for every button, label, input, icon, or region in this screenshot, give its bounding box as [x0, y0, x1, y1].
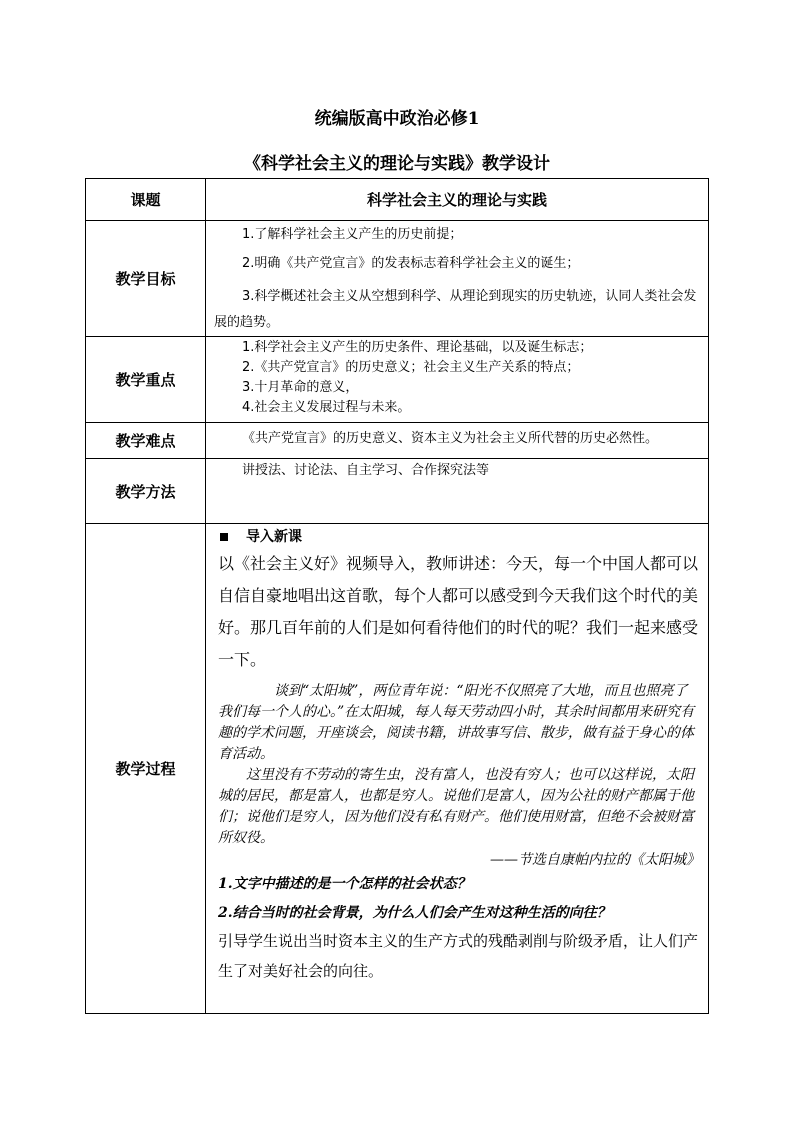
guidance-paragraph: 引导学生说出当时资本主义的生产方式的残酷剥削与阶级矛盾，让人们产生了对美好社会的向往。 [218, 932, 699, 980]
key-point-item: 4.社会主义发展过程与未来。 [242, 400, 411, 415]
topic-value: 科学社会主义的理论与实践 [206, 179, 709, 221]
key-point-item: 1.科学社会主义产生的历史条件、理论基础，以及诞生标志； [242, 340, 593, 355]
difficulties-content [206, 423, 709, 459]
label-topic: 课题 [86, 179, 206, 221]
objective-item: 1.了解科学社会主义产生的历史前提； [242, 227, 463, 242]
question-2: 2.结合当时的社会背景，为什么人们会产生对这种生活的向往？ [218, 905, 611, 921]
quote-source: ——节选自康帕内拉的《太阳城》 [490, 852, 700, 868]
label-methods: 教学方法 [86, 459, 206, 524]
objective-item: 3.科学概述社会主义从空想到科学、从理论到现实的历史轨迹，认同人类社会发展的趋势。 [214, 289, 697, 330]
lesson-plan-table [85, 178, 709, 1014]
square-bullet-icon [220, 533, 228, 541]
key-point-item: 2.《共产党宣言》的历史意义；社会主义生产关系的特点； [242, 360, 580, 375]
difficulties-text: 《共产党宣言》的历史意义、资本主义为社会主义所代替的历史必然性。 [242, 431, 659, 446]
label-process: 教学过程 [86, 524, 206, 1014]
methods-text: 讲授法、讨论法、自主学习、合作探究法等 [242, 463, 490, 478]
question-1: 1.文字中描述的是一个怎样的社会状态？ [218, 876, 471, 892]
document-title: 统编版高中政治必修1 [314, 109, 480, 129]
label-key-points: 教学重点 [86, 337, 206, 423]
row-process [86, 524, 709, 1014]
intro-paragraph: 以《社会主义好》视频导入，教师讲述：今天，每一个中国人都可以自信自豪地唱出这首歌，每个人都可以感受到今天我们这个时代的美好。那几百年前的人们是如何看待他们的时代的呢？我们一起来感受一下。 [218, 554, 699, 669]
process-content [206, 524, 709, 1014]
row-objectives [86, 221, 709, 337]
key-points-content [206, 337, 709, 423]
section-heading-text: 导入新课 [246, 529, 302, 545]
label-difficulties: 教学难点 [86, 423, 206, 459]
quote-paragraph-2: 这里没有不劳动的寄生虫，没有富人，也没有穷人；也可以这样说，太阳城的居民，都是富人，也都是穷人。说他们是富人，因为公社的财产都属于他们；说他们是穷人，因为他们没有私有财产。他们使用财富，但绝不会被财富所奴役。 [218, 767, 694, 846]
row-topic [86, 179, 709, 221]
document-subtitle: 《科学社会主义的理论与实践》教学设计 [244, 154, 550, 174]
objective-item: 2.明确《共产党宣言》的发表标志着科学社会主义的诞生； [242, 256, 580, 271]
row-key-points [86, 337, 709, 423]
label-objectives: 教学目标 [86, 221, 206, 337]
section-heading [218, 526, 700, 548]
row-methods [86, 459, 709, 524]
key-point-item: 3.十月革命的意义， [242, 380, 359, 395]
methods-content [206, 459, 709, 524]
quote-block [218, 676, 700, 871]
row-difficulties [86, 423, 709, 459]
quote-paragraph-1: 谈到“太阳城”，两位青年说：“阳光不仅照亮了大地，而且也照亮了我们每一个人的心。”在太阳城，每人每天劳动四小时，其余时间都用来研究有趣的学术问题，开座谈会，阅读书籍，讲故事写信、散步，做有益于身心的体育活动。 [218, 683, 695, 762]
objectives-content [206, 221, 709, 337]
